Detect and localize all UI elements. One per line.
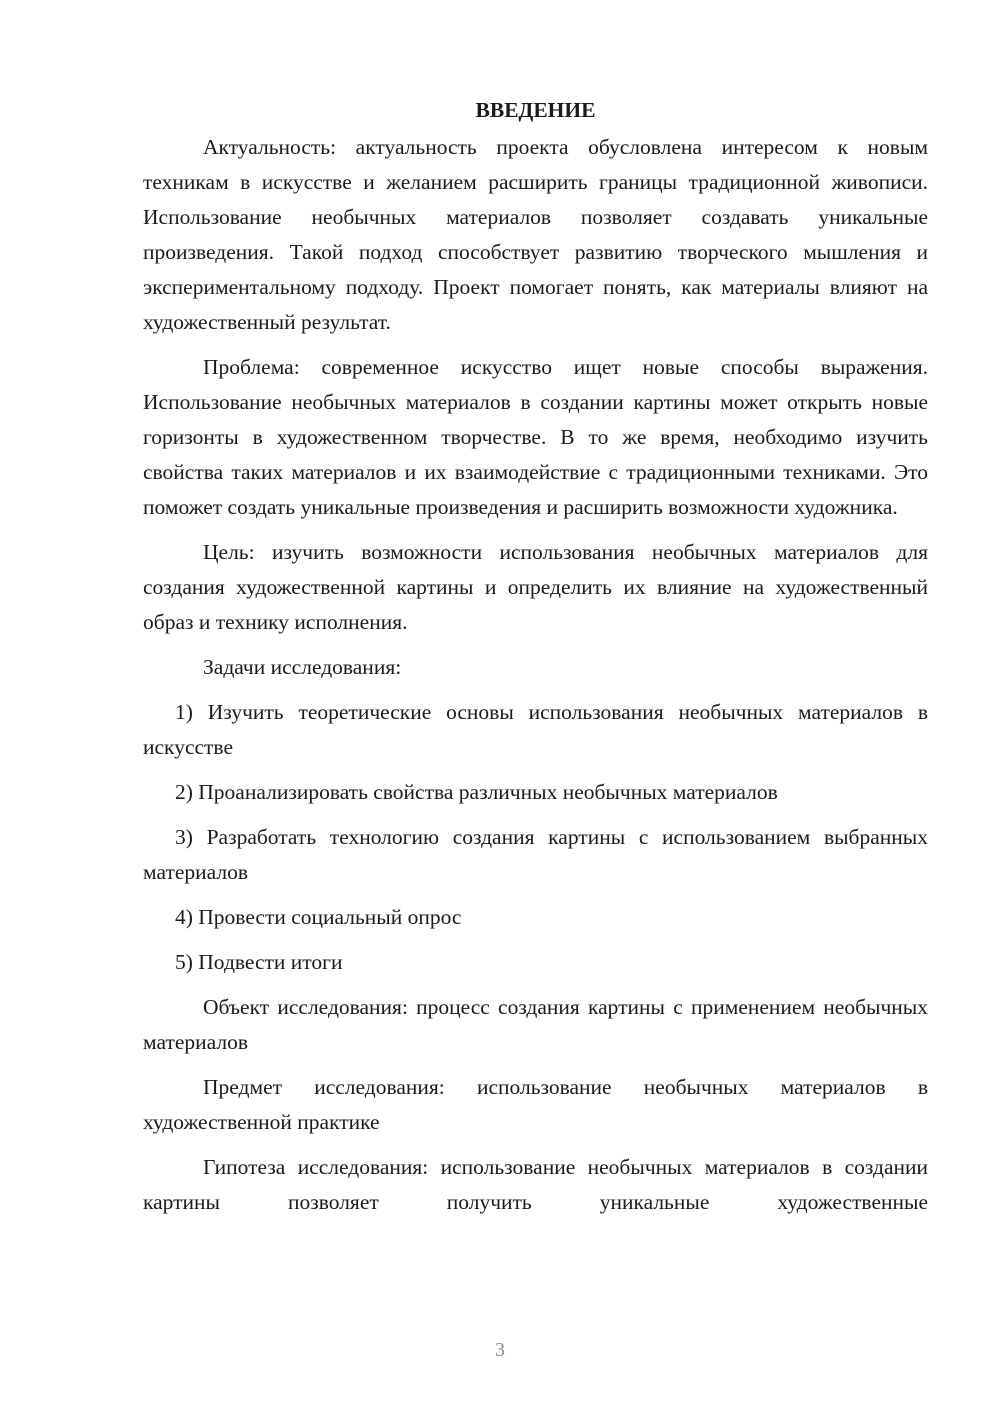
page-title: ВВЕДЕНИЕ xyxy=(475,98,596,122)
task-item-3: 3) Разработать технологию создания картины с использованием выбранных материалов xyxy=(143,825,928,884)
paragraph-hypothesis: Гипотеза исследования: использование необычных материалов в создании картины позволяет получить уникальные художественные xyxy=(143,1155,928,1214)
task-item-1: 1) Изучить теоретические основы использования необычных материалов в искусстве xyxy=(143,700,928,759)
task-item-4: 4) Провести социальный опрос xyxy=(175,905,462,929)
paragraph-goal: Цель: изучить возможности использования необычных материалов для создания художественной картины и определить их влияние на художественный образ и технику исполнения. xyxy=(143,540,928,634)
paragraph-tasks-heading: Задачи исследования: xyxy=(203,655,402,679)
paragraph-subject: Предмет исследования: использование необычных материалов в художественной практике xyxy=(143,1075,928,1134)
paragraph-problem: Проблема: современное искусство ищет новые способы выражения. Использование необычных материалов в создании картины может открыть новые горизонты в художественном творчестве. В то же время, необходимо изучить свойства таких материалов и их взаимодействие с традиционными техниками. Это поможет создать уникальные произведения и расширить возможности художника. xyxy=(143,355,928,519)
page-number: 3 xyxy=(495,1339,505,1361)
task-item-5: 5) Подвести итоги xyxy=(175,950,343,974)
paragraph-relevance: Актуальность: актуальность проекта обусловлена интересом к новым техникам в искусстве и желанием расширить границы традиционной живописи. Использование необычных материалов позволяет создавать уникальные произведения. Такой подход способствует развитию творческого мышления и экспериментальному подходу. Проект помогает понять, как материалы влияют на художественный результат. xyxy=(143,135,928,334)
paragraph-object: Объект исследования: процесс создания картины с применением необычных материалов xyxy=(143,995,928,1054)
task-item-2: 2) Проанализировать свойства различных необычных материалов xyxy=(175,780,778,804)
page-content xyxy=(143,93,928,1230)
